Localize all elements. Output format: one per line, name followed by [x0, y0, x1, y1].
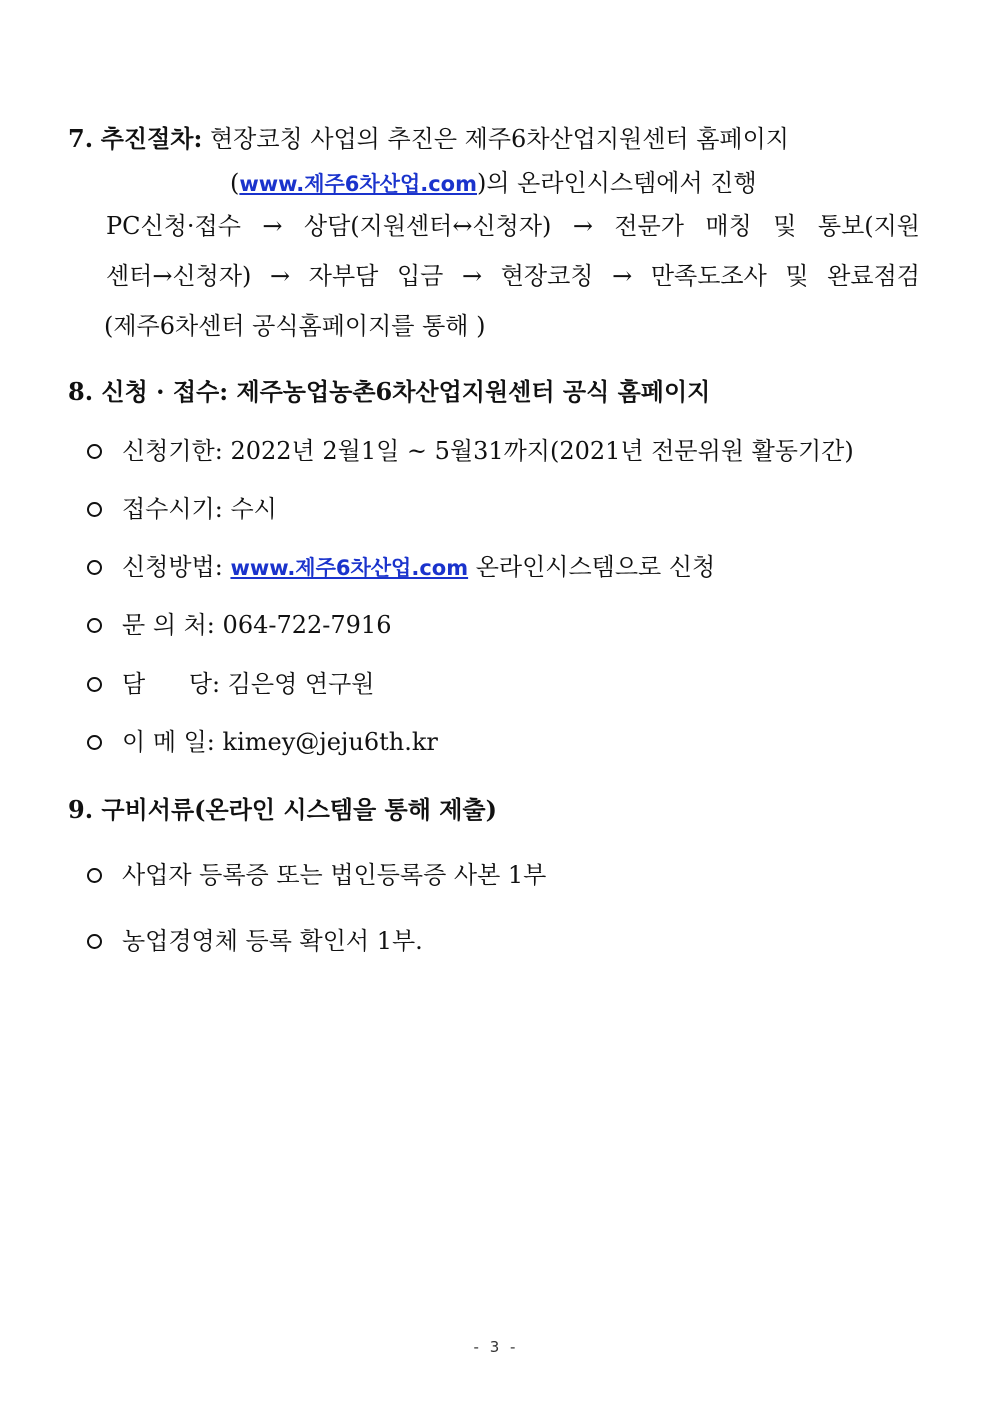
circle-bullet-icon [87, 618, 102, 633]
list-item-manager [122, 669, 374, 699]
section-7-flow-1: PC신청·접수 → 상담(지원센터↔신청자) → 전문가 매칭 및 통보(지원 [106, 212, 920, 240]
circle-bullet-icon [87, 934, 102, 949]
list-item-method [122, 552, 715, 583]
list-item-business-registration: 사업자 등록증 또는 법인등록증 사본 1부 [122, 861, 547, 889]
section-7-flow-3: (제주6차센터 공식홈페이지를 통해 ) [104, 312, 486, 340]
section-9-heading [68, 795, 497, 825]
section-8-title: 신청 · 접수: 제주농업농촌6차산업지원센터 공식 홈페이지 [101, 377, 711, 406]
list-item-reception [122, 494, 277, 524]
deadline-value: 2022년 2월1일 ~ 5월31까지(2021년 전문위원 활동기간) [230, 437, 854, 465]
circle-bullet-icon [87, 735, 102, 750]
section-7-text-2: )의 온라인시스템에서 진행 [477, 169, 757, 197]
section-9-number: 9. [68, 795, 94, 824]
section-7-paren-open: ( [230, 169, 240, 197]
section-9-title: 구비서류(온라인 시스템을 통해 제출) [101, 795, 497, 824]
list-item-email [122, 727, 438, 757]
reception-value: 수시 [230, 495, 277, 523]
circle-bullet-icon [87, 868, 102, 883]
homepage-link[interactable]: www.제주6차산업.com [239, 172, 477, 196]
section-8-heading [68, 377, 710, 407]
page-number: - 3 - [473, 1338, 519, 1356]
section-7-title: 추진절차: [100, 124, 203, 153]
list-item-farm-registration: 농업경영체 등록 확인서 1부. [122, 927, 423, 955]
contact-label: 문 의 처: [122, 611, 215, 639]
circle-bullet-icon [87, 560, 102, 575]
reception-label: 접수시기: [122, 495, 223, 523]
circle-bullet-icon [87, 677, 102, 692]
method-value: 온라인시스템으로 신청 [475, 553, 716, 581]
circle-bullet-icon [87, 502, 102, 517]
method-label: 신청방법: [122, 553, 223, 581]
deadline-label: 신청기한: [122, 437, 223, 465]
circle-bullet-icon [87, 444, 102, 459]
email-value: kimey@jeju6th.kr [222, 728, 438, 756]
method-link[interactable]: www.제주6차산업.com [230, 556, 469, 580]
section-7-line-1 [68, 124, 789, 154]
section-7-number: 7. [68, 124, 94, 153]
section-8-number: 8. [68, 377, 94, 406]
email-label: 이 메 일: [122, 728, 215, 756]
section-7-line-2 [230, 168, 757, 199]
list-item-contact [122, 610, 391, 640]
contact-value: 064-722-7916 [222, 611, 392, 639]
section-7-flow-2: 센터→신청자) → 자부담 입금 → 현장코칭 → 만족도조사 및 완료점검 [106, 262, 920, 290]
manager-label: 담 당: [122, 670, 221, 698]
manager-value: 김은영 연구원 [227, 670, 375, 698]
section-7-text-1: 현장코칭 사업의 추진은 제주6차산업지원센터 홈페이지 [209, 125, 789, 153]
list-item-deadline [122, 436, 854, 466]
